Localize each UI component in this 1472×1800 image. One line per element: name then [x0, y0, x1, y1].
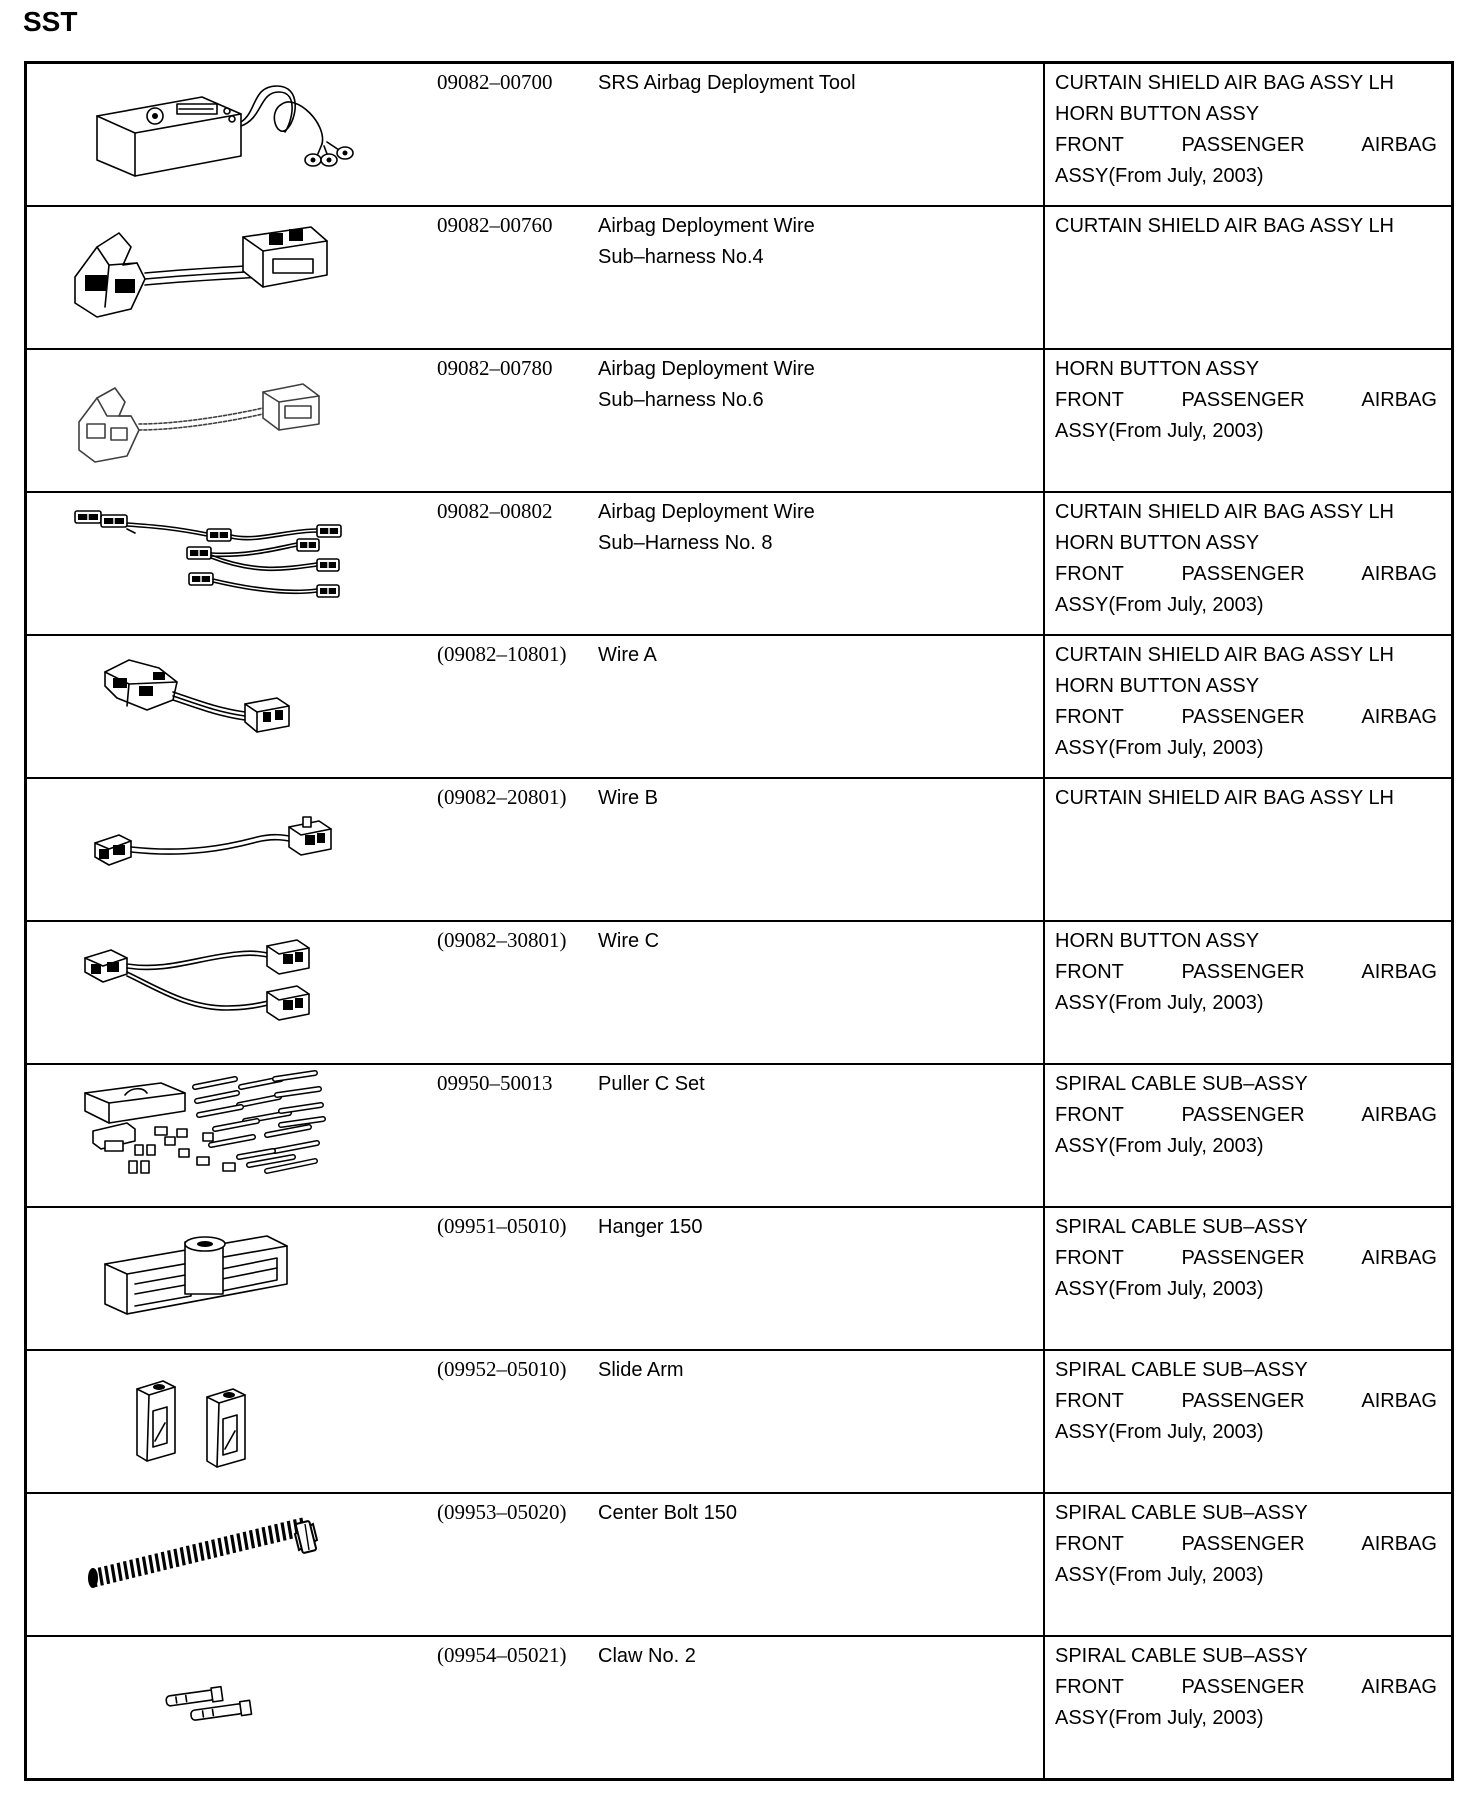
- sst-row: [26, 1493, 1453, 1636]
- sst-row: [26, 778, 1453, 921]
- application-line: ASSY(From July, 2003): [1055, 992, 1264, 1014]
- application-line: FRONT PASSENGER AIRBAG: [1055, 134, 1437, 156]
- part-number: 09950–50013: [437, 1071, 553, 1095]
- part-number: (09953–05020): [437, 1500, 567, 1524]
- part-number-cell: [429, 1350, 592, 1493]
- tool-name-line: Slide Arm: [598, 1359, 684, 1381]
- wire-subharness-no8-illustration: [27, 493, 429, 634]
- tool-name-line: Center Bolt 150: [598, 1502, 737, 1524]
- tool-name-cell: [592, 921, 1044, 1064]
- tool-name-cell: [592, 63, 1044, 207]
- tool-name-cell: [592, 1493, 1044, 1636]
- tool-name-line: Wire B: [598, 787, 658, 809]
- application-line: CURTAIN SHIELD AIR BAG ASSY LH: [1055, 72, 1395, 94]
- application-line: HORN BUTTON ASSY: [1055, 675, 1260, 697]
- sst-row: [26, 635, 1453, 778]
- application-line: ASSY(From July, 2003): [1055, 1278, 1264, 1300]
- tool-illustration-cell: [26, 1493, 430, 1636]
- sst-row: [26, 349, 1453, 492]
- application-cell: [1044, 778, 1453, 921]
- application-cell: [1044, 349, 1453, 492]
- application-line: SPIRAL CABLE SUB–ASSY: [1055, 1645, 1308, 1667]
- part-number: (09951–05010): [437, 1214, 567, 1238]
- application-line: FRONT PASSENGER AIRBAG: [1055, 1104, 1437, 1126]
- application-line: FRONT PASSENGER AIRBAG: [1055, 961, 1437, 983]
- application-line: HORN BUTTON ASSY: [1055, 103, 1260, 125]
- application-line: ASSY(From July, 2003): [1055, 420, 1264, 442]
- part-number-cell: [429, 1493, 592, 1636]
- part-number: 09082–00780: [437, 356, 553, 380]
- tool-name-cell: [592, 349, 1044, 492]
- tool-name-cell: [592, 1064, 1044, 1207]
- tool-illustration-cell: [26, 63, 430, 207]
- tool-name-line: Puller C Set: [598, 1073, 705, 1095]
- sst-row: [26, 1636, 1453, 1780]
- application-cell: [1044, 1636, 1453, 1780]
- application-cell: [1044, 1493, 1453, 1636]
- application-line: FRONT PASSENGER AIRBAG: [1055, 706, 1437, 728]
- application-line: HORN BUTTON ASSY: [1055, 532, 1260, 554]
- part-number: (09082–20801): [437, 785, 567, 809]
- tool-name-line: Wire C: [598, 930, 660, 952]
- application-line: SPIRAL CABLE SUB–ASSY: [1055, 1216, 1308, 1238]
- application-cell: [1044, 63, 1453, 207]
- part-number-cell: [429, 1207, 592, 1350]
- wire-b-illustration: [27, 779, 429, 920]
- tool-illustration-cell: [26, 1064, 430, 1207]
- tool-illustration-cell: [26, 349, 430, 492]
- claw-no2-illustration: [27, 1637, 429, 1778]
- sst-table-body: [26, 63, 1453, 1780]
- puller-c-set-illustration: [27, 1065, 429, 1206]
- hanger-150-illustration: [27, 1208, 429, 1349]
- part-number-cell: [429, 1636, 592, 1780]
- part-number-cell: [429, 778, 592, 921]
- part-number: (09082–30801): [437, 928, 567, 952]
- sst-row: [26, 1064, 1453, 1207]
- tool-name-cell: [592, 206, 1044, 349]
- sst-row: [26, 921, 1453, 1064]
- application-line: ASSY(From July, 2003): [1055, 1707, 1264, 1729]
- application-cell: [1044, 921, 1453, 1064]
- application-line: CURTAIN SHIELD AIR BAG ASSY LH: [1055, 501, 1395, 523]
- part-number-cell: [429, 921, 592, 1064]
- part-number-cell: [429, 63, 592, 207]
- sst-row: [26, 492, 1453, 635]
- application-cell: [1044, 1207, 1453, 1350]
- tool-name-line: SRS Airbag Deployment Tool: [598, 72, 856, 94]
- sst-row: [26, 1207, 1453, 1350]
- application-cell: [1044, 635, 1453, 778]
- application-line: HORN BUTTON ASSY: [1055, 930, 1260, 952]
- tool-name-line: Claw No. 2: [598, 1645, 696, 1667]
- tool-name-line: Airbag Deployment Wire: [598, 501, 815, 523]
- tool-name-line: Hanger 150: [598, 1216, 703, 1238]
- part-number-cell: [429, 492, 592, 635]
- tool-name-line: Sub–Harness No. 8: [598, 532, 773, 554]
- application-line: FRONT PASSENGER AIRBAG: [1055, 389, 1437, 411]
- tool-illustration-cell: [26, 206, 430, 349]
- tool-name-line: Sub–harness No.6: [598, 389, 764, 411]
- sst-table: [24, 61, 1454, 1781]
- slide-arm-illustration: [27, 1351, 429, 1492]
- tool-name-line: Sub–harness No.4: [598, 246, 764, 268]
- wire-subharness-no6-illustration: [27, 350, 429, 491]
- tool-illustration-cell: [26, 778, 430, 921]
- tool-name-cell: [592, 778, 1044, 921]
- wire-subharness-no4-illustration: [27, 207, 429, 348]
- tool-name-cell: [592, 635, 1044, 778]
- tool-illustration-cell: [26, 635, 430, 778]
- application-line: ASSY(From July, 2003): [1055, 165, 1264, 187]
- tool-name-cell: [592, 492, 1044, 635]
- application-line: FRONT PASSENGER AIRBAG: [1055, 1533, 1437, 1555]
- application-line: ASSY(From July, 2003): [1055, 1421, 1264, 1443]
- tool-name-line: Airbag Deployment Wire: [598, 215, 815, 237]
- application-line: CURTAIN SHIELD AIR BAG ASSY LH: [1055, 787, 1395, 809]
- application-line: ASSY(From July, 2003): [1055, 594, 1264, 616]
- tool-name-line: Wire A: [598, 644, 657, 666]
- part-number: 09082–00760: [437, 213, 553, 237]
- tool-illustration-cell: [26, 1207, 430, 1350]
- application-line: SPIRAL CABLE SUB–ASSY: [1055, 1073, 1308, 1095]
- page-title: SST: [23, 6, 78, 37]
- application-line: HORN BUTTON ASSY: [1055, 358, 1260, 380]
- deployment-tool-illustration: [27, 64, 429, 205]
- application-line: CURTAIN SHIELD AIR BAG ASSY LH: [1055, 215, 1395, 237]
- tool-name-cell: [592, 1207, 1044, 1350]
- application-line: FRONT PASSENGER AIRBAG: [1055, 1390, 1437, 1412]
- tool-illustration-cell: [26, 1636, 430, 1780]
- part-number: 09082–00802: [437, 499, 553, 523]
- sst-row: [26, 206, 1453, 349]
- application-line: SPIRAL CABLE SUB–ASSY: [1055, 1502, 1308, 1524]
- application-line: ASSY(From July, 2003): [1055, 1135, 1264, 1157]
- application-line: FRONT PASSENGER AIRBAG: [1055, 1676, 1437, 1698]
- application-line: ASSY(From July, 2003): [1055, 737, 1264, 759]
- tool-name-cell: [592, 1350, 1044, 1493]
- application-line: ASSY(From July, 2003): [1055, 1564, 1264, 1586]
- application-cell: [1044, 1350, 1453, 1493]
- application-line: CURTAIN SHIELD AIR BAG ASSY LH: [1055, 644, 1395, 666]
- application-cell: [1044, 492, 1453, 635]
- sst-row: [26, 1350, 1453, 1493]
- wire-c-illustration: [27, 922, 429, 1063]
- wire-a-illustration: [27, 636, 429, 777]
- part-number: (09082–10801): [437, 642, 567, 666]
- part-number-cell: [429, 206, 592, 349]
- application-cell: [1044, 206, 1453, 349]
- tool-name-line: Airbag Deployment Wire: [598, 358, 815, 380]
- part-number-cell: [429, 349, 592, 492]
- tool-illustration-cell: [26, 921, 430, 1064]
- tool-name-cell: [592, 1636, 1044, 1780]
- tool-illustration-cell: [26, 1350, 430, 1493]
- part-number-cell: [429, 635, 592, 778]
- part-number: 09082–00700: [437, 70, 553, 94]
- part-number: (09954–05021): [437, 1643, 567, 1667]
- application-line: FRONT PASSENGER AIRBAG: [1055, 563, 1437, 585]
- application-line: SPIRAL CABLE SUB–ASSY: [1055, 1359, 1308, 1381]
- application-cell: [1044, 1064, 1453, 1207]
- application-line: FRONT PASSENGER AIRBAG: [1055, 1247, 1437, 1269]
- sst-row: [26, 63, 1453, 207]
- tool-illustration-cell: [26, 492, 430, 635]
- part-number-cell: [429, 1064, 592, 1207]
- part-number: (09952–05010): [437, 1357, 567, 1381]
- center-bolt-150-illustration: [27, 1494, 429, 1635]
